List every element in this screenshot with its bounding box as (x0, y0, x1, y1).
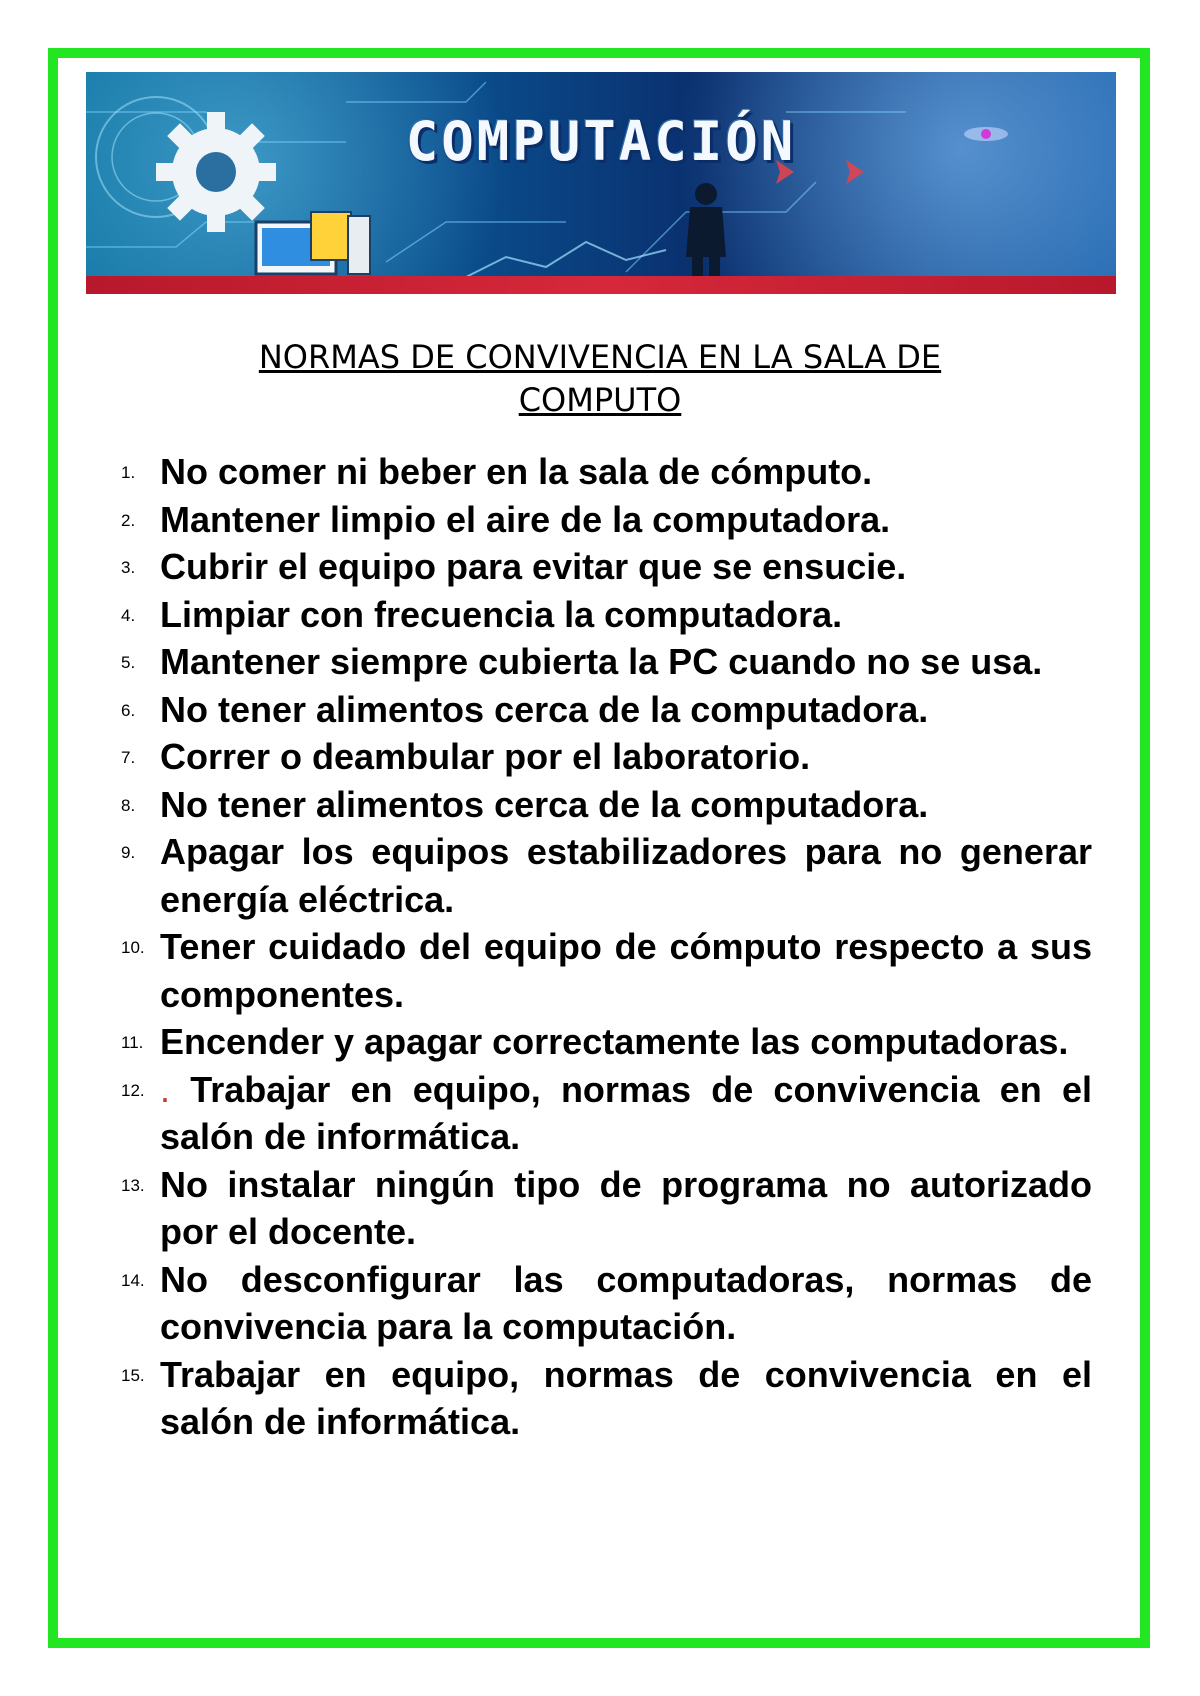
list-item (116, 1256, 1092, 1351)
rule-text: No instalar ningún tipo de programa no autorizado por el docente. (160, 1163, 1092, 1252)
rule-number: 15. (121, 1365, 145, 1385)
rule-number: 11. (121, 1033, 144, 1052)
list-item (116, 1018, 1092, 1066)
wave-line (466, 242, 666, 277)
list-item (116, 543, 1092, 591)
rule-text: No tener alimentos cerca de la computadora. (160, 783, 929, 825)
rule-number: 13. (121, 1175, 145, 1195)
rule-number: 10. (121, 938, 145, 957)
rule-text: Trabajar en equipo, normas de convivencia en el salón de informática. (160, 1353, 1092, 1442)
banner-title: COMPUTACIÓN (405, 110, 797, 173)
rule-text: Mantener siempre cubierta la PC cuando no se usa. (160, 641, 1043, 682)
list-item (116, 591, 1092, 639)
list-item (116, 638, 1092, 686)
header-banner (86, 72, 1116, 294)
rule-mark: . (160, 1068, 171, 1110)
rule-text: No tener alimentos cerca de la computadora. (160, 688, 929, 730)
rule-text: Encender y apagar correctamente las computadoras. (160, 1021, 1069, 1062)
rule-number: 6. (121, 700, 136, 720)
list-item (116, 496, 1092, 544)
banner-bottom-bar (86, 276, 1116, 294)
rule-text: Trabajar en equipo, normas de convivencia en el salón de informática. (160, 1068, 1092, 1157)
title-line-1: NORMAS DE CONVIVENCIA EN LA SALA DE (258, 338, 942, 376)
rule-number: 5. (121, 653, 136, 672)
list-item (116, 1161, 1092, 1256)
rule-text: Limpiar con frecuencia la computadora. (160, 593, 843, 635)
rule-number: 7. (121, 748, 136, 767)
rule-text: Cubrir el equipo para evitar que se ensucie. (160, 546, 907, 587)
list-item (116, 448, 1092, 496)
computer-icon (256, 212, 370, 284)
rule-text: Correr o deambular por el laboratorio. (160, 736, 811, 777)
person-silhouette (686, 183, 726, 282)
list-item (116, 1351, 1092, 1446)
rule-text: No comer ni beber en la sala de cómputo. (160, 451, 873, 492)
rule-number: 12. (121, 1080, 145, 1100)
rule-text: No desconfigurar las computadoras, normas de convivencia para la computación. (160, 1258, 1092, 1347)
rule-number: 4. (121, 605, 136, 625)
rules-list (116, 448, 1092, 1446)
rule-number: 3. (121, 558, 136, 577)
rule-text: Tener cuidado del equipo de cómputo respecto a sus componentes. (160, 926, 1092, 1015)
list-item (116, 828, 1092, 923)
rule-text: Mantener limpio el aire de la computadora. (160, 498, 891, 540)
rule-text: Apagar los equipos estabilizadores para no generar energía eléctrica. (160, 831, 1092, 920)
rule-number: 14. (121, 1270, 145, 1290)
title-line-2: COMPUTO (518, 381, 682, 419)
page-title (120, 336, 1080, 422)
list-item (116, 923, 1092, 1018)
list-item (116, 781, 1092, 829)
list-item (116, 1066, 1092, 1161)
rule-number: 8. (121, 795, 136, 815)
list-item (116, 733, 1092, 781)
rule-number: 9. (121, 843, 136, 862)
rule-number: 1. (121, 463, 136, 482)
rule-number: 2. (121, 510, 136, 530)
banner-artwork (86, 72, 1116, 294)
list-item (116, 686, 1092, 734)
